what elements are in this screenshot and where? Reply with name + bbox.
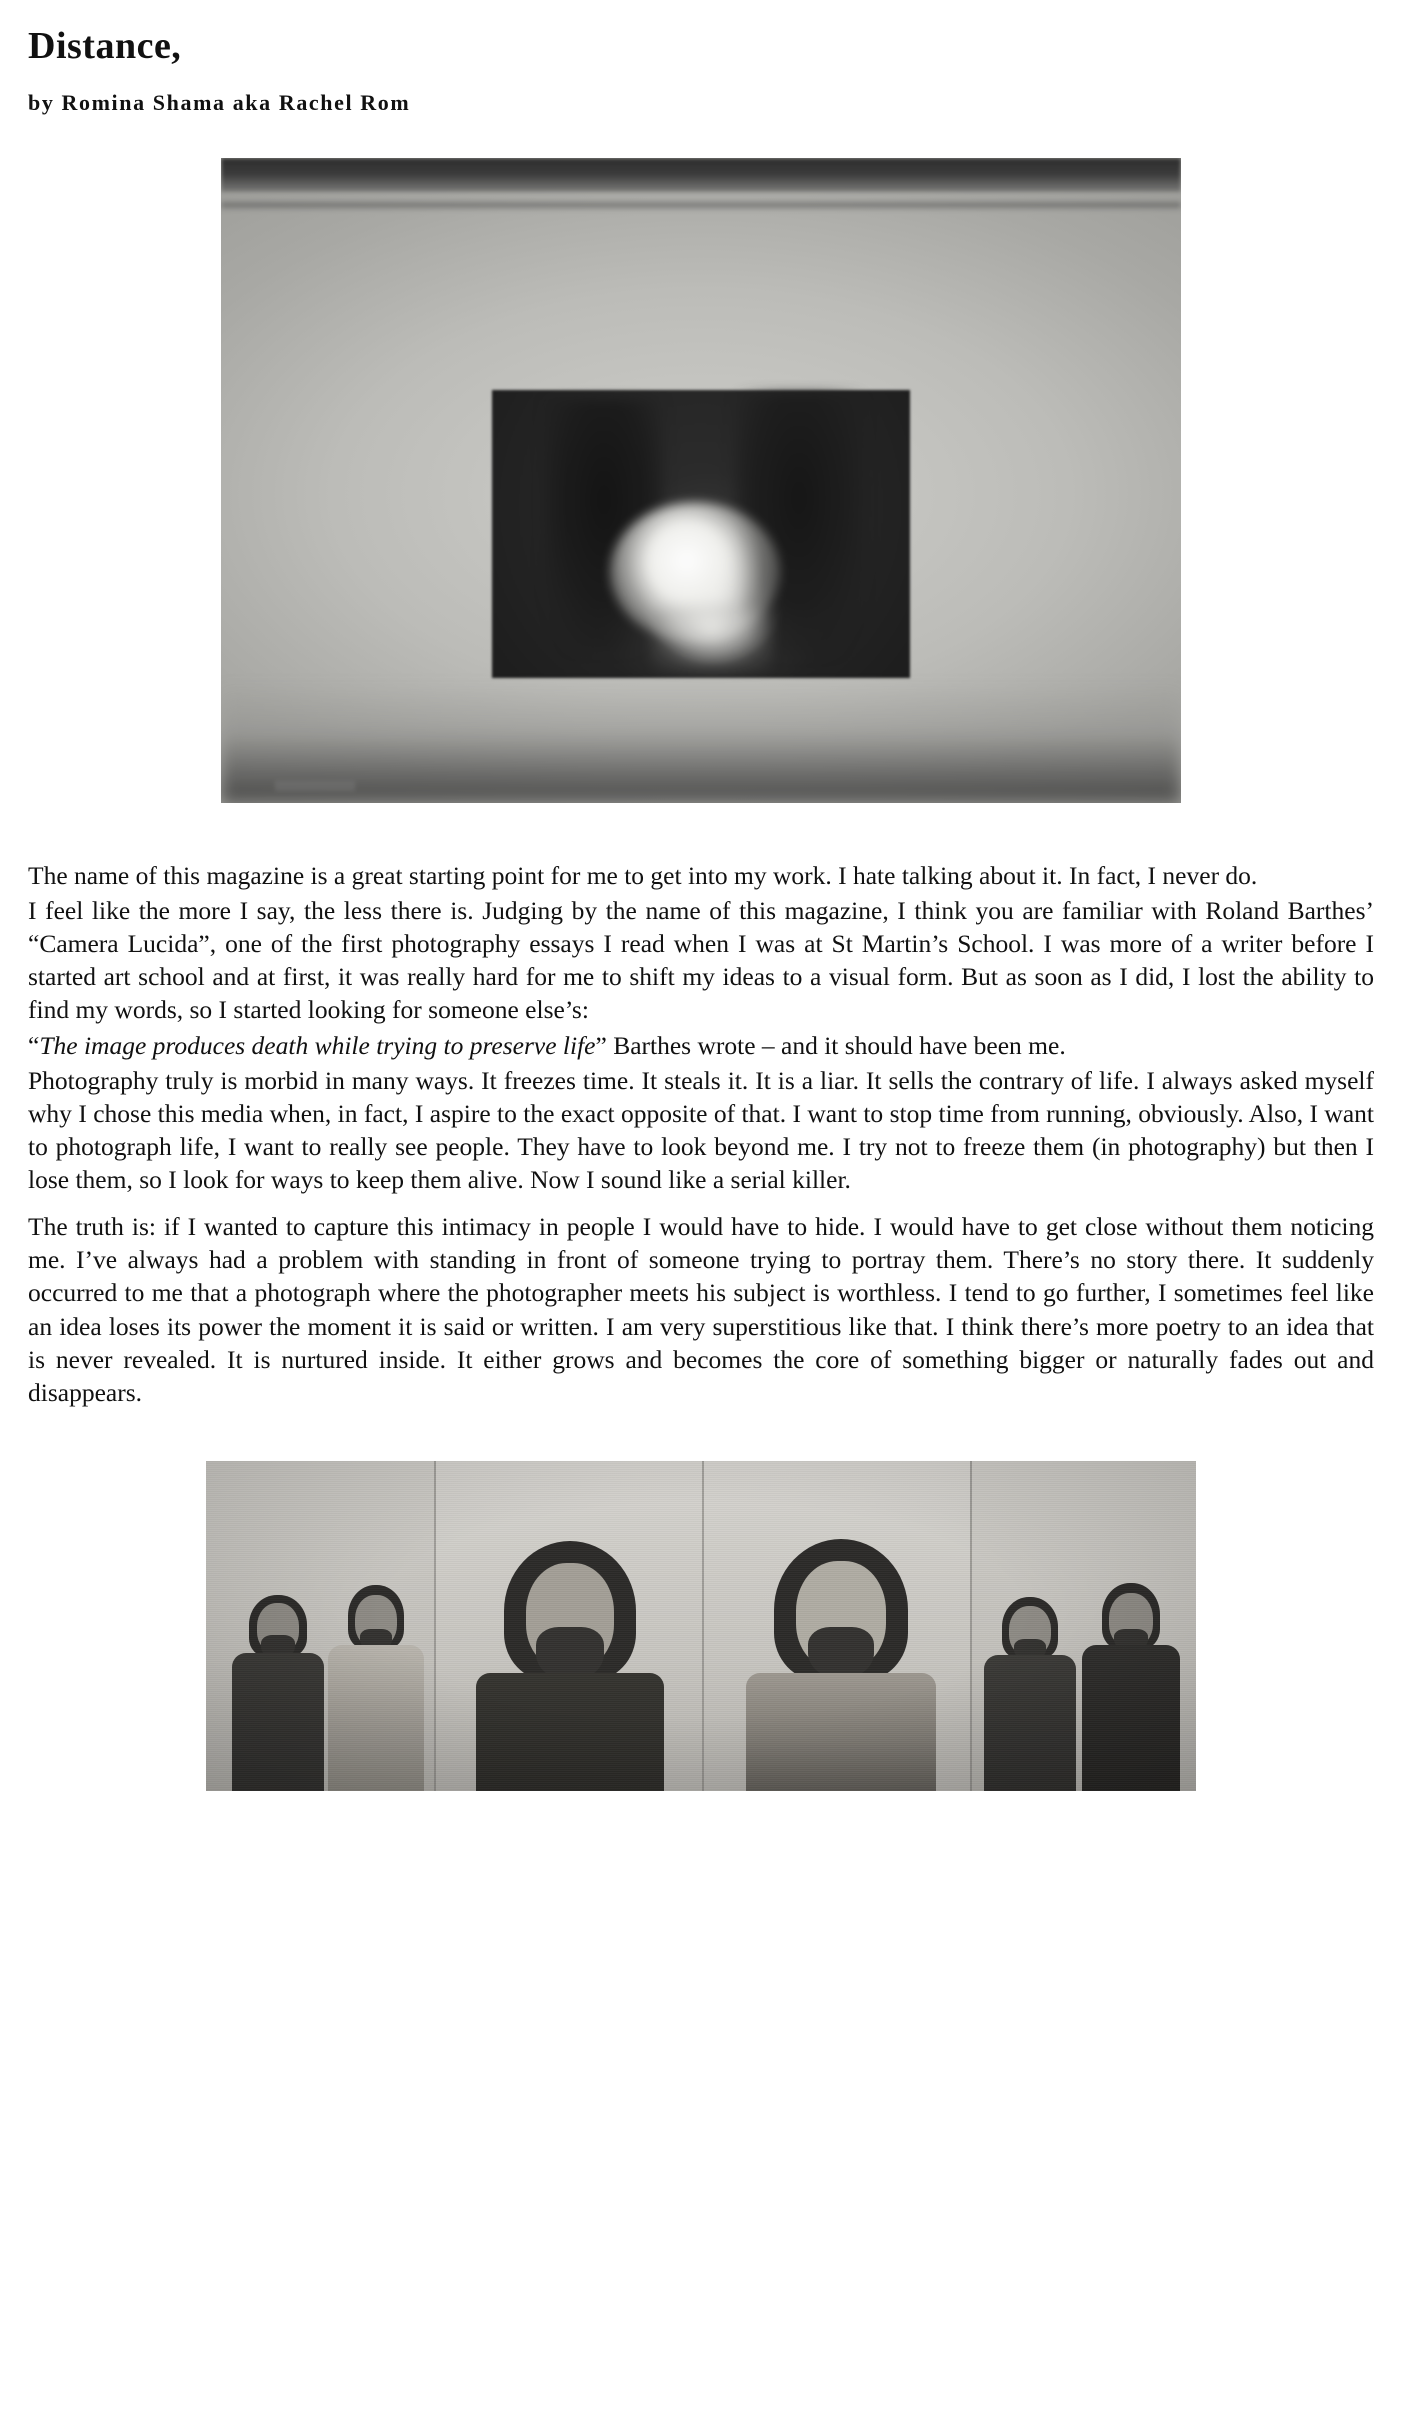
paragraph-4: The truth is: if I wanted to capture this intimacy in people I would have to hide. I would have to get close without them noticing me. I’ve always had a problem with standing in front of someone trying to portray them. There’s no story there. It suddenly occurred to me that a photograph where the photographer meets his subject is worthless. I tend to go further, I sometimes feel like an idea loses its power the moment it is said or written. I am very superstitious like that. I think there’s more poetry to an idea that is never revealed. It is nurtured inside. It either grows and becomes the core of something bigger or naturally fades out and disappears. — [28, 1212, 1374, 1407]
torso-shape — [328, 1645, 424, 1791]
panel-divider-1 — [434, 1461, 436, 1791]
film-bottom-mark — [275, 781, 355, 791]
paragraph-2: I feel like the more I say, the less there is. Judging by the name of this magazine, I think you are familiar with Roland Barthes’ “Camera Lucida”, one of the first photography essays I read when I was at St Martin’s School. I was more of a writer before I started art school and at first, it was really hard for me to shift my ideas to a visual form. But as soon as I did, I lost the ability to find my words, so I started looking for someone else’s: — [28, 895, 1374, 1025]
portrait-panel-2 — [434, 1461, 702, 1791]
torso-shape — [984, 1655, 1076, 1791]
pull-quote-close: ” Barthes wrote – and it should have been me. — [595, 1030, 1066, 1060]
portrait-panel-3 — [702, 1461, 970, 1791]
figure-small-2 — [328, 1585, 424, 1791]
four-panel-portrait-strip — [206, 1461, 1196, 1791]
panel-divider-3 — [970, 1461, 972, 1791]
figure-small-1 — [232, 1595, 324, 1791]
figure-small-3 — [984, 1597, 1076, 1791]
paragraph-1: The name of this magazine is a great starting point for me to get into my work. I hate talking about it. In fact, I never do. — [28, 860, 1258, 890]
torso-shape — [746, 1673, 936, 1791]
chin-shadow-shape — [652, 610, 772, 670]
pull-quote — [28, 1029, 1374, 1062]
film-edge-line — [221, 202, 1181, 208]
page-title: Distance, — [28, 25, 182, 67]
pull-quote-italic: The image produces death while trying to preserve life — [39, 1030, 596, 1060]
torso-shape — [476, 1673, 664, 1791]
torso-shape — [232, 1653, 324, 1791]
portrait-panel-4 — [970, 1461, 1196, 1791]
paragraph-3: Photography truly is morbid in many ways. It freezes time. It steals it. It is a liar. It sells the contrary of life. I always asked myself why I chose this media when, in fact, I aspire to the exact opposite of that. I want to stop time from running, obviously. Also, I want to photograph life, I want to really see people. They have to look beyond me. I try not to freeze them (in photography) but then I lose them, so I look for ways to keep them alive. Now I sound like a serial killer. — [28, 1065, 1374, 1195]
figure-large-1 — [476, 1541, 664, 1791]
figure-one — [28, 158, 1374, 803]
beard-shape — [808, 1627, 874, 1679]
article-body — [28, 859, 1374, 1409]
portrait-panel-1 — [206, 1461, 434, 1791]
article-byline: by Romina Shama aka Rachel Rom — [28, 89, 411, 115]
torso-shape — [1082, 1645, 1180, 1791]
inner-photo-frame — [492, 390, 910, 678]
panel-divider-2 — [702, 1461, 704, 1791]
figure-two — [28, 1461, 1374, 1791]
figure-large-2 — [746, 1539, 936, 1791]
pull-quote-open: “ — [28, 1030, 40, 1060]
figure-small-4 — [1082, 1583, 1180, 1791]
blurred-portrait-photograph — [221, 158, 1181, 803]
